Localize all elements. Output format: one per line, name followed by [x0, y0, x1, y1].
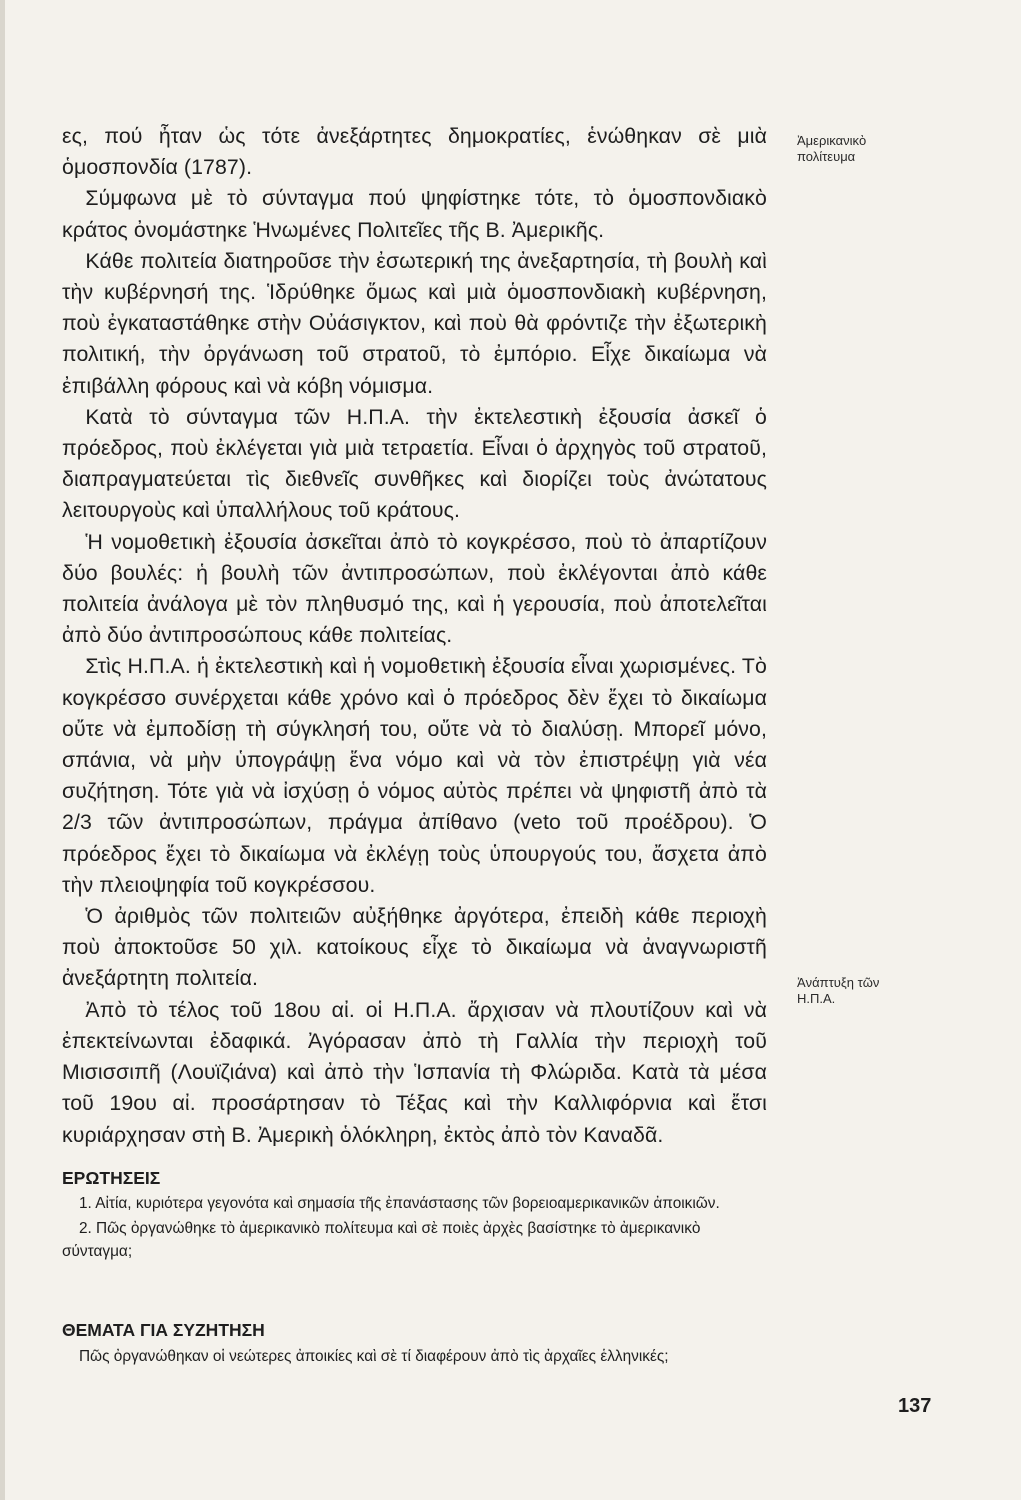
page-number: 137	[898, 1395, 932, 1417]
margin-note-line: Ἀνάπτυξη τῶν	[797, 975, 880, 990]
questions-heading: ΕΡΩΤΗΣΕΙΣ	[62, 1168, 161, 1188]
paragraph-3: Κάθε πολιτεία διατηροῦσε τὴν ἐσωτερική της ἀνεξαρτησία, τὴ βουλὴ καὶ τὴν κυβέρνησή της. Ἱδρύθηκε ὅμως καὶ μιὰ ὁμοσπονδιακὴ κυβέρνηση, ποὺ ἐγκαταστάθηκε στὴν Οὐάσιγκτον, καὶ ποὺ θὰ φρόντιζε τὴν ἐξωτερικὴ πολιτική, τὴν ὀργάνωση τοῦ στρατοῦ, τὸ ἐμπόριο. Εἶχε δικαίωμα νὰ ἐπιβάλλη φόρους καὶ νὰ κόβη νόμισμα.	[62, 248, 767, 398]
paragraph-4: Κατὰ τὸ σύνταγμα τῶν Η.Π.Α. τὴν ἐκτελεστικὴ ἐξουσία ἀσκεῖ ὁ πρόεδρος, ποὺ ἐκλέγεται γιὰ μιὰ τετραετία. Εἶναι ὁ ἀρχηγὸς τοῦ στρατοῦ, διαπραγματεύεται τὶς διεθνεῖς συνθῆκες καὶ διορίζει τοὺς ἀνώτατους λειτουργοὺς καὶ ὑπαλλήλους τοῦ κράτους.	[62, 404, 767, 523]
discussion-text: Πῶς ὀργανώθηκαν οἱ νεώτερες ἀποικίες καὶ σὲ τί διαφέρουν ἀπὸ τὶς ἀρχαῖες ἑλληνικές;	[78, 1348, 669, 1365]
paragraph-6: Στὶς Η.Π.Α. ἡ ἐκτελεστικὴ καὶ ἡ νομοθετικὴ ἐξουσία εἶναι χωρισμένες. Τὸ κογκρέσσο συνέρχεται κάθε χρόνο καὶ ὁ πρόεδρος δὲν ἔχει τὸ δικαίωμα οὔτε νὰ ἐμποδίσῃ τὴ σύγκλησή του, οὔτε νὰ τὸ διαλύσῃ. Μπορεῖ μόνο, σπάνια, νὰ μὴν ὑπογράψῃ ἕνα νόμο καὶ νὰ τὸν ἐπιστρέψῃ γιὰ νέα συζήτηση. Τότε γιὰ νὰ ἰσχύσῃ ὁ νόμος αὐτὸς πρέπει νὰ ψηφιστῆ ἀπὸ τὰ 2/3 τῶν ἀντιπροσώπων, πράγμα ἀπίθανο (veto τοῦ προέδρου). Ὁ πρόεδρος ἔχει τὸ δικαίωμα νὰ ἐκλέγῃ τοὺς ὑπουργούς του, ἄσχετα ἀπὸ τὴν πλειοψηφία τοῦ κογκρέσσου.	[62, 654, 767, 897]
margin-note-line: Ἀμερικανικὸ	[797, 133, 867, 148]
margin-note-usa-development	[797, 975, 917, 1007]
questions-list	[62, 1192, 767, 1265]
discussion-topics	[62, 1345, 767, 1368]
discussion-heading: ΘΕΜΑΤΑ ΓΙΑ ΣΥΖΗΤΗΣΗ	[62, 1320, 265, 1340]
question-1: 1. Αἰτία, κυριότερα γεγονότα καὶ σημασία τῆς ἐπανάστασης τῶν βορειοαμερικανικῶν ἀποικιῶν.	[78, 1195, 720, 1212]
main-text	[62, 121, 767, 1151]
paragraph-7: Ὁ ἀριθμὸς τῶν πολιτειῶν αὐξήθηκε ἀργότερα, ἐπειδὴ κάθε περιοχὴ ποὺ ἀποκτοῦσε 50 χιλ. κατοίκους εἶχε τὸ δικαίωμα νὰ ἀναγνωριστῆ ἀνεξάρτητη πολιτεία.	[62, 904, 767, 991]
margin-note-line: Η.Π.Α.	[797, 991, 836, 1006]
margin-note-american-polity	[797, 133, 917, 165]
paragraph-8: Ἀπὸ τὸ τέλος τοῦ 18ου αἰ. οἱ Η.Π.Α. ἄρχισαν νὰ πλουτίζουν καὶ νὰ ἐπεκτείνωνται ἐδαφικά. Ἀγόρασαν ἀπὸ τὴ Γαλλία τὴν περιοχὴ τοῦ Μισισσιπῆ (Λουϊζιάνα) καὶ ἀπὸ τὴν Ἱσπανία τὴ Φλώριδα. Κατὰ τὰ μέσα τοῦ 19ου αἰ. προσάρτησαν τὸ Τέξας καὶ τὴν Καλλιφόρνια καὶ ἔτσι κυριάρχησαν στὴ Β. Ἀμερικὴ ὁλόκληρη, ἐκτὸς ἀπὸ τὸν Καναδᾶ.	[62, 997, 767, 1147]
question-2: 2. Πῶς ὀργανώθηκε τὸ ἀμερικανικὸ πολίτευμα καὶ σὲ ποιὲς ἀρχὲς βασίστηκε τὸ ἀμερικανικὸ σύνταγμα;	[62, 1220, 701, 1260]
paragraph-5: Ἡ νομοθετικὴ ἐξουσία ἀσκεῖται ἀπὸ τὸ κογκρέσσο, ποὺ τὸ ἀπαρτίζουν δύο βουλές: ἡ βουλὴ τῶν ἀντιπροσώπων, ποὺ ἐκλέγονται ἀπὸ κάθε πολιτεία ἀνάλογα μὲ τὸν πληθυσμό της, καὶ ἡ γερουσία, ποὺ ἀποτελεῖται ἀπὸ δύο ἀντιπροσώπους κάθε πολιτείας.	[62, 529, 767, 648]
paragraph-1: ες, πού ἦταν ὡς τότε ἀνεξάρτητες δημοκρατίες, ἑνώθηκαν σὲ μιὰ ὁμοσπονδία (1787).	[62, 124, 767, 180]
margin-note-line: πολίτευμα	[797, 149, 856, 164]
page-edge	[0, 0, 5, 1500]
paragraph-2: Σύμφωνα μὲ τὸ σύνταγμα πού ψηφίστηκε τότε, τὸ ὁμοσπονδιακὸ κράτος ὀνομάστηκε Ἡνωμένες Πολιτεῖες τῆς Β. Ἀμερικῆς.	[62, 186, 767, 242]
